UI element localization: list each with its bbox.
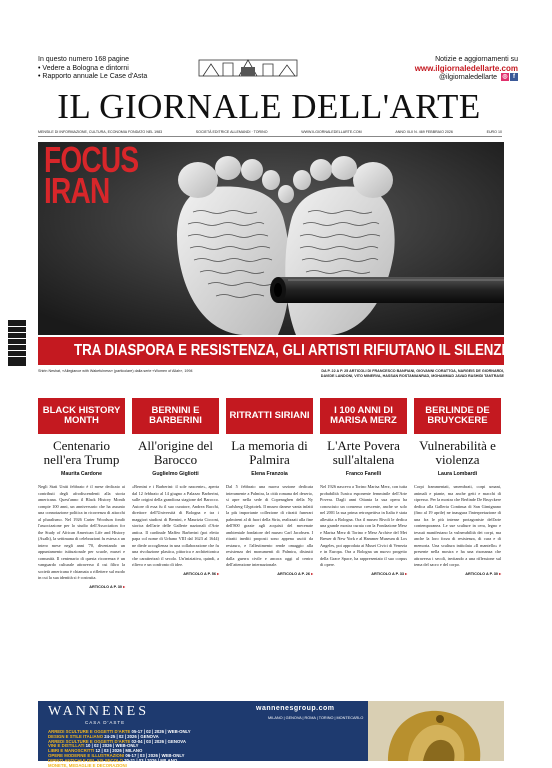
arrow-right-icon: ▸	[405, 571, 407, 576]
social-row	[415, 73, 518, 82]
auction-item: ARREDI SCULTURE E OGGETTI D'ARTE 02-04 | 03 | 2026 | GENOVA	[48, 738, 186, 744]
photo-caption: Shirin Neshat, «Allegiance with Wakefulness» (particolare) dalla serie «Women of Allah», 1994	[38, 369, 193, 373]
column-kicker: BERNINI E BARBERINI	[132, 398, 219, 434]
auction-item: LIBRI E MANOSCRITTI 12 | 03 | 2026 | MILANO	[48, 748, 143, 754]
ad-artwork-icon	[368, 701, 504, 761]
auction-item: DESIGN E STILE ITALIANO 24-25 | 02 | 2026 | GENOVA	[48, 733, 159, 739]
column-title[interactable]: Vulnerabilità e violenza	[419, 438, 496, 467]
masthead-emblem-icon	[193, 54, 303, 80]
auction-list	[48, 730, 358, 768]
auction-item: VINI E DISTILLATI 10 | 02 | 2026 | WEB-ONLY	[48, 743, 139, 749]
column-author: Maurita Cardone	[61, 471, 102, 477]
focus-iran-heading: FOCUS IRAN	[44, 139, 139, 211]
column-title[interactable]: L'Arte Povera sull'altalena	[327, 438, 400, 467]
article-column-merz[interactable]	[320, 398, 407, 698]
column-body: Nel 1926 nasceva a Torino Marisa Merz, con tutta probabilità l'unica esponente femminile dell'Arte Povera. Dagli anni Ottanta la sua opera ha conosciuto un consenso crescente, anche se solo nel 2001 la sua prima retrospettiva in Italia è stata allestita a Bologna. Ora il museo Rivoli le dedica una grande mostra curata con la Fondazione Merz e Marisa Merz di Torino e Merz Archive del Met Breuer di New York e al Hammer Museum di Los Angeles, poi approdata ai Musei Civici di Venezia e in Europa. Ora a Bologna un nuovo progetto della Grace Space, ha rappresentato il suo corpus di opere.	[320, 484, 407, 567]
website-link[interactable]: www.ilgiornaledellarte.com	[414, 63, 518, 73]
issue-highlights	[38, 56, 147, 82]
column-body: Corpi frammentati, smembrati, corpi umani, animali e piante, ma anche getti e macchi di cipresso. Per la mostra che Berlinde De Bruyckere dedica alla Galleria Continua di San Gimignano (fino al 19 aprile) ne inaugura l'interpretazione di una fra le più intense protagoniste dell'arte contemporanea. Le sue sculture in cera, legno e tessuti manifestano la vulnerabilità dei corpi, ma anche la loro forza di resistenza, di cura e di memoria. Una scultura intitolata «Il mantello» è presente nella mostra e ha una risonanza che attraversa i secoli, invitando a una riflessione sul tema del sacro e del corpo.	[414, 484, 501, 567]
article-column-bruyckere[interactable]	[414, 398, 501, 698]
ad-website-link[interactable]: wannenesgroup.com	[256, 705, 335, 712]
newspaper-title: IL GIORNALE DELL'ARTE	[57, 87, 481, 126]
ad-subtitle: CASA D'ASTE	[85, 720, 126, 725]
highlight-line: In questo numero 168 pagine	[38, 56, 130, 63]
info-bar	[38, 128, 502, 137]
auction-item: ARREDI SCULTURE E OGGETTI D'ARTE 05-17 | 02 | 2026 | WEB-ONLY	[48, 729, 191, 734]
highlight-line: • Rapporto annuale Le Case d'Asta	[38, 73, 148, 80]
auction-item: MONETE, MEDAGLIE E DECORAZIONI 26 | 03 | 2026 | WEB-LIVE	[48, 762, 179, 768]
article-column-black-history[interactable]	[38, 398, 125, 698]
column-body: Dal 5 febbraio una nuova sezione dedicata interamente a Palmira, la città romana del deserto, si apre nella sede di Copenaghen della Ny Carlsberg Glyptotek. Il museo danese vanta infatti la più importante collezione di ritratti funerari palmireni al di fuori della Siria, realizzati alla fine dell'800 grazie agli acquisti del mecenate ambientale fondatore del museo Carl Jacobsen. I ritratti inediti proposti sono appena usciti da restauro, e l'allestimento rende omaggio alla resistenza dei monumenti di Palmira, distrutti dalla guerra civile e ancora oggi al centro dell'attenzione internazionale.	[226, 484, 313, 567]
column-kicker: BERLINDE DE BRUYCKERE	[414, 398, 501, 434]
column-body: Negli Stati Uniti febbraio è il mese dedicato ai contributi degli afrodiscendenti alla storia americana. Quest'anno il Black History Month compie 100 anni, un anniversario che ha assunto una connotazione politica in ricorrenza di attacchi al pluralismo. Nel 1926 Carter Woodson fondò l'associazione per lo studio dell'Association for the Study of African American Life and History (Asalh), la settimana di celebrazioni fu estesa a un intero mese negli anni '70, diventando un appuntamento istituzionale per scuole, musei e comunità. Il centenario di questa ricorrenza è un vanguardo culturale attraverso il cui filtro la società americana è chiamata a riflettere sul modo in cui la sua identità si è costruita.	[38, 484, 125, 580]
column-body: «Bernini e i Barberini: il sole nascente», aperta dal 12 febbraio al 14 giugno a Palazzo Barberini, sulle origini della grandiosa stagione del Barocco. Autore di essa fu il suo curatore, Andrea Bacchi, direttore dell'Università di Bologna e tra i maggiori studiosi di Bernini, e Maurizia Cicconi, storica dell'arte delle Gallerie nazionali d'Arte antica. Il cardinale Maffeo Barberini (poi eletto papa col nome di Urbano VIII dal 1623 al 1644) ne diede accoglienza in una collaborazione che fu una rivoluzione plastica, pittorica e architettonica che caratterizzò il secolo. Un'iniziativa, quindi, a rilievo e un confronto di idee.	[132, 484, 219, 567]
info-tagline: MENSILE DI INFORMAZIONE, CULTURA, ECONOMIA FONDATO NEL 1983	[38, 130, 163, 134]
info-publisher: SOCIETÀ EDITRICE ALLEMANDI · TORINO	[195, 130, 268, 134]
column-page-ref[interactable]: ARTICOLO A P. 56 ▸	[183, 571, 219, 576]
column-page-ref[interactable]: ARTICOLO A P. 30 ▸	[89, 584, 125, 589]
article-column-palmira[interactable]	[226, 398, 313, 698]
arrow-right-icon: ▸	[123, 584, 125, 589]
cover-photo	[38, 139, 504, 335]
barcode-icon	[8, 320, 26, 366]
article-credits: DA P. 22 A P. 25 ARTICOLI DI FRANCESCO BANFIANI, GIOVANNI CORATTOA, NARGEIS DE GIORNARDI, DAVIDE LANDONI, VITO MINERVA, HASSAN ROSTAMIANRAD, MOHAMMAD JAVAD RASHIDI TANTRASE	[320, 369, 504, 378]
info-web: WWW.ILGIORNALEDELLARTE.COM	[301, 130, 362, 134]
column-kicker: I 100 ANNI DI MARISA MERZ	[320, 398, 407, 434]
column-title[interactable]: La memoria di Palmira	[231, 438, 308, 467]
arrow-right-icon: ▸	[311, 571, 313, 576]
column-author: Laura Lombardi	[437, 471, 478, 477]
column-page-ref[interactable]: ARTICOLO A P. 26 ▸	[277, 571, 313, 576]
info-price: EURO 10	[486, 130, 502, 134]
ad-logo: WANNENES	[48, 704, 149, 719]
arrow-right-icon: ▸	[217, 571, 219, 576]
column-author: Guglielmo Gigliotti	[152, 471, 199, 477]
wannenes-advertisement[interactable]	[38, 701, 504, 768]
social-handle: @ilgiornaledellarte	[438, 73, 498, 81]
article-column-bernini[interactable]	[132, 398, 219, 698]
cover-headline-banner: TRA DIASPORA E RESISTENZA, GLI ARTISTI RIFIUTANO IL SILENZIO	[38, 337, 504, 365]
column-page-ref[interactable]: ARTICOLO A P. 33 ▸	[371, 571, 407, 576]
column-kicker: BLACK HISTORY MONTH	[38, 398, 125, 434]
column-author: Elena Franzoia	[251, 471, 288, 477]
info-issue: ANNO XLII N. 469 FEBBRAIO 2026	[395, 130, 453, 134]
column-author: Franco Fanelli	[345, 471, 382, 477]
column-kicker: RITRATTI SIRIANI	[226, 398, 313, 434]
social-icons	[501, 73, 518, 81]
online-promo-label: Notizie e aggiornamenti su	[435, 56, 518, 63]
auction-item: OPERE MODERNE E ILLUSTRAZIONI 06-17 | 03 | 2026 | WEB-ONLY	[48, 752, 185, 758]
photo-caption-row	[38, 368, 504, 382]
facebook-icon[interactable]: f	[510, 73, 518, 81]
auction-item: DIPINTI ANTICHI E DEL XIX SECOLO 20-21 | 03 | 2026 | MILANO	[48, 757, 178, 763]
column-title[interactable]: All'origine del Barocco	[138, 438, 213, 467]
column-title[interactable]: Centenario nell'era Trump	[43, 438, 120, 467]
arrow-right-icon: ▸	[499, 571, 501, 576]
online-promo	[415, 56, 518, 82]
instagram-icon[interactable]: ◎	[502, 74, 508, 80]
highlight-line: • Vedere a Bologna e dintorni	[38, 64, 129, 72]
ad-cities: MILANO | GENOVA | ROMA | TORINO | MONTECARLO	[268, 716, 364, 720]
column-page-ref[interactable]: ARTICOLO A P. 30 ▸	[465, 571, 501, 576]
